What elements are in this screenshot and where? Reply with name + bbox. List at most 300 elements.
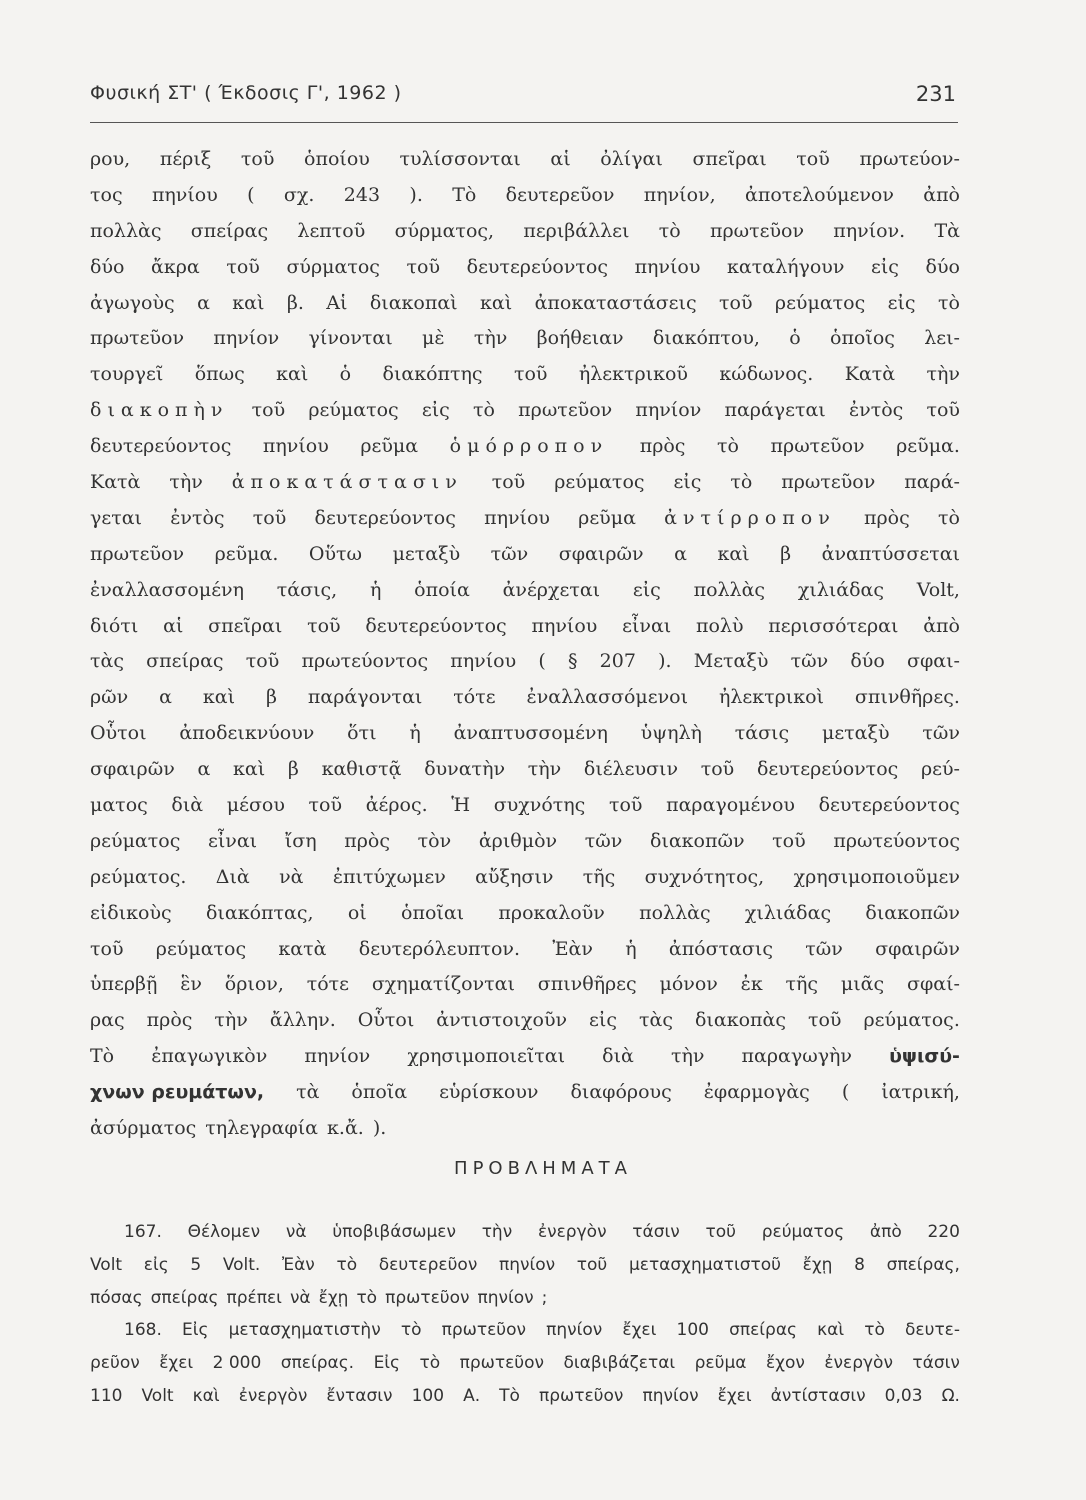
word: εἰς (632, 578, 661, 601)
text-line (90, 286, 960, 322)
word: τὸν (417, 829, 452, 852)
word: λεπτοῦ (297, 219, 366, 242)
word: δευτε- (905, 1320, 960, 1341)
word: διακόπτου, (652, 327, 760, 350)
word: πρὸς (146, 1009, 193, 1032)
word: χιλιάδας (797, 578, 885, 601)
word: πρέπει (226, 1287, 282, 1308)
word: πρωτεῦον (441, 1320, 527, 1341)
word: Κατὰ (90, 471, 141, 494)
word: νὰ (285, 1222, 307, 1242)
word: χρησιμοποιοῦμεν (793, 865, 960, 888)
problem-line (124, 1216, 960, 1249)
word: χρησιμοποιεῖται (407, 1045, 566, 1068)
word: τοῦ (240, 148, 275, 170)
word: ἀριθμὸν (478, 829, 558, 852)
word: σπεῖραι (208, 614, 283, 637)
word: εὑρίσκουν (439, 1081, 539, 1104)
word: τῶν (805, 937, 843, 960)
word: Αἱ (326, 291, 348, 314)
word: εἰς (673, 471, 702, 494)
word: τὴν (527, 758, 562, 781)
word: πηνίον (635, 399, 702, 422)
word: κώδωνος. (719, 363, 814, 386)
word: καὶ (233, 758, 266, 781)
word: σφαιρῶν (90, 758, 175, 781)
word: ρεύματος (308, 399, 399, 422)
word: τοῦ (926, 399, 960, 422)
word: ἐφαρμογὰς (703, 1081, 810, 1104)
word: Volt. (222, 1254, 261, 1275)
word: Volt, (916, 578, 960, 601)
word: Volt (90, 1254, 123, 1275)
word: ρεύματος. (863, 1009, 960, 1032)
word: πολὺ (696, 614, 744, 637)
word: β. (286, 291, 304, 314)
word: δευτερεύοντος (756, 758, 899, 781)
word: διέλευσιν (583, 758, 679, 781)
word: ρεύματος (155, 937, 247, 960)
word: σπινθῆρες. (854, 686, 960, 709)
word: ὁ (339, 363, 352, 386)
body-text (90, 142, 960, 1147)
text-line (90, 644, 960, 680)
word: συχνότης (493, 794, 586, 817)
word: ἐνεργὸν (824, 1353, 893, 1374)
word: Τὸ (90, 1045, 115, 1068)
page-header (90, 74, 958, 123)
word: διὰ (602, 1045, 634, 1068)
word: πηνίου (262, 435, 329, 458)
problem-number: 168. (124, 1320, 162, 1341)
word: σπείρας. (280, 1353, 355, 1374)
word: καὶ (817, 1320, 845, 1341)
word: ). (372, 1117, 387, 1140)
word: σπείρας (150, 1287, 219, 1308)
word: αἱ (550, 148, 571, 170)
word: Κατὰ (844, 363, 896, 386)
word: Ω. (941, 1385, 960, 1406)
word: πρωτεῦον (781, 471, 876, 494)
word: μόνον (659, 973, 718, 996)
word: ἀπὸ (923, 183, 960, 206)
word: ἴση (284, 829, 317, 852)
word: ἓν (180, 973, 202, 996)
word: σφαί- (906, 973, 960, 996)
word: κ.ἄ. (327, 1117, 364, 1140)
word: παράγεται (724, 399, 826, 422)
word: ὁποία (414, 578, 470, 601)
word: Volt (141, 1385, 174, 1406)
word: σπείρας, (886, 1254, 960, 1275)
text-line (90, 932, 960, 968)
word: Ἡ (451, 794, 471, 817)
word: τὸ (419, 1353, 441, 1374)
word: ὅριον, (224, 973, 284, 996)
emphasized-word: ἀποκατάστασιν (231, 471, 463, 494)
word: μεταξὺ (821, 722, 890, 745)
word: σφαι- (906, 650, 960, 673)
word: περιβάλλει (523, 219, 630, 242)
word: Εἰς (181, 1320, 209, 1341)
word: τηλεγραφία (205, 1117, 319, 1140)
text-line (90, 321, 960, 357)
word: εἰς (589, 1009, 617, 1032)
problem-line (90, 1282, 960, 1315)
word: τὸ (356, 1287, 378, 1308)
word: πρωτεῦον (518, 399, 613, 422)
word: τοῦ (719, 291, 753, 314)
word: ὁποῖος (830, 327, 895, 350)
text-line (90, 752, 960, 788)
word: ὁποῖα (351, 1081, 408, 1104)
word: δευτερεύοντος (365, 614, 507, 637)
word: πηνίου (484, 506, 550, 529)
emphasized-word: ὁμόρροπον (449, 435, 609, 458)
word: τὰς (90, 650, 124, 673)
word: ( (247, 183, 255, 206)
word: μετασχηματιστὴν (228, 1320, 381, 1341)
word: πρωτεῦον (459, 1353, 545, 1374)
word: δυνατὴν (424, 758, 506, 781)
text-line (90, 860, 960, 896)
word: μιᾶς (840, 973, 885, 996)
page-number: 231 (915, 82, 956, 106)
word: παράγονται (307, 686, 423, 709)
word: πρωτεύοντος (833, 829, 960, 852)
word: πρωτεύοντος (301, 650, 429, 673)
word: Διὰ (215, 865, 250, 888)
word: ἀπὸ (869, 1222, 902, 1242)
word: εἶναι (208, 829, 258, 852)
word: ; (541, 1287, 548, 1308)
word: εἶναι (622, 614, 672, 637)
word: εἰς (871, 255, 899, 278)
word: τοῦ (252, 506, 287, 529)
word: ἔχον (765, 1353, 805, 1374)
word: διακοπὰς (694, 1009, 786, 1032)
word: τάσις (734, 722, 790, 745)
word: τῶν (584, 829, 623, 852)
word: ἔχῃ (802, 1254, 833, 1275)
word: ἐπαγωγικὸν (151, 1045, 268, 1068)
word: ρεῦμα (578, 506, 636, 529)
word: Ἐὰν (552, 937, 593, 960)
word: πηνίου (450, 650, 517, 673)
word: ἀνέρχεται (502, 578, 601, 601)
word: τῆς (582, 865, 616, 888)
word: τοῦ (796, 148, 830, 170)
emphasized-word: ἀντίρροπον (664, 506, 836, 529)
word: πηνίον. (833, 219, 906, 242)
word: σπείρας (146, 650, 224, 673)
word: α (674, 542, 687, 565)
word: τὸ (937, 291, 960, 314)
word: Τὰ (934, 219, 960, 242)
word: τὴν (670, 1045, 705, 1068)
word: καὶ (480, 291, 513, 314)
word: εἰς (421, 399, 450, 422)
word: διαφόρους (570, 1081, 672, 1104)
word: ἔχει (159, 1353, 194, 1374)
word: τὴν (214, 1009, 248, 1032)
word: τὸ (400, 1320, 422, 1341)
word: πρωτεῦον (385, 1287, 470, 1308)
word: πρὸς (344, 829, 390, 852)
word: β (287, 758, 299, 781)
word: Οὗτοι (357, 1009, 415, 1032)
text-line (90, 680, 960, 716)
word: ἔχει (622, 1320, 657, 1341)
word: τοῦ (491, 471, 526, 494)
text-line (90, 214, 960, 250)
word: πρὸς (863, 506, 910, 529)
word: σπείρας (729, 1320, 798, 1341)
word: ἀποτελούμενον (745, 183, 894, 206)
word: ἔχῃ (318, 1287, 349, 1308)
word: ἀντιστοιχοῦν (436, 1009, 568, 1032)
word: Εἰς (373, 1353, 401, 1374)
word: 0,03 (884, 1385, 923, 1406)
text-line (90, 967, 960, 1003)
text-line (90, 393, 960, 429)
word: τάσις, (276, 578, 338, 601)
word: Τὸ (499, 1385, 520, 1406)
word: ἐναλλασσόμενοι (526, 686, 689, 709)
word: σπινθῆρες (537, 973, 637, 996)
word: ρεύματος (761, 1222, 845, 1242)
word: ( (841, 1081, 850, 1104)
word: ρεύματος. (90, 865, 187, 888)
word: πηνίου (151, 183, 218, 206)
word: 243 (343, 183, 381, 206)
word: ). (409, 183, 423, 206)
word: ἀντίστασιν (770, 1385, 866, 1406)
word: δευτερεύοντος (314, 506, 456, 529)
word: ἀναπτυσσομένη (453, 722, 608, 745)
word: ἀέρος. (365, 794, 428, 817)
word: τοῦ (608, 794, 643, 817)
word: ἐντὸς (848, 399, 904, 422)
word: τοῦ (772, 829, 806, 852)
word: μὲ (422, 327, 445, 350)
word: τὸ (730, 471, 753, 494)
word: προκαλοῦν (498, 901, 605, 924)
word: διακόπτας, (205, 901, 314, 924)
word: Θέλομεν (187, 1222, 261, 1242)
word: καὶ (232, 291, 265, 314)
word: σφαιρῶν (558, 542, 644, 565)
word: ἐνεργὸν (238, 1385, 308, 1406)
word: εἰς (887, 291, 916, 314)
word: ὑπερβῇ (90, 973, 158, 996)
word: διαβιβάζεται (563, 1353, 676, 1374)
word: διακόπτης (382, 363, 483, 386)
word: συχνότητος, (644, 865, 765, 888)
word: ἔχει (717, 1385, 752, 1406)
book-title: Φυσική ΣΤ' ( Έκδοσις Γ', 1962 ) (90, 82, 402, 104)
text-line (90, 465, 960, 501)
word: α (159, 686, 172, 709)
word: τοῦ (226, 255, 260, 278)
problem-line (90, 1249, 960, 1282)
word: πρωτεῦον (90, 542, 185, 565)
text-line (90, 1075, 960, 1111)
text-line (90, 573, 960, 609)
text-line (90, 1111, 960, 1147)
word: δευτερόλευπτον. (358, 937, 521, 960)
word: δευτερεύοντος (818, 794, 960, 817)
word: Α. (463, 1385, 481, 1406)
word: ρῶν (90, 686, 129, 709)
word: πρωτεῦον (90, 327, 185, 350)
word: μέσου (226, 794, 285, 817)
word: ἐκ (740, 973, 763, 996)
bold-term: χνων ρευμάτων, (90, 1081, 265, 1104)
word: Οὕτω (308, 542, 363, 565)
text-line (90, 788, 960, 824)
word: ὑποβιβάσωμεν (332, 1222, 456, 1242)
word: πόσας (90, 1287, 143, 1308)
word: 110 (90, 1385, 123, 1406)
word: ρεύματος (554, 471, 645, 494)
word: ). (658, 650, 672, 673)
word: καταλήγουν (727, 255, 845, 278)
word: πρὸς (639, 435, 686, 458)
word: 100 (676, 1320, 709, 1341)
word: 8 (854, 1254, 865, 1275)
word: τὰ (296, 1081, 320, 1104)
problem-line (90, 1380, 960, 1413)
word: πρωτεῦον (770, 435, 865, 458)
word: καθιστᾷ (321, 758, 402, 781)
word: περισσότεραι (768, 614, 899, 637)
word: ἐντὸς (170, 506, 225, 529)
word: ἡ (409, 722, 421, 745)
text-line (90, 357, 960, 393)
word: 220 (927, 1222, 960, 1242)
word: καὶ (192, 1385, 220, 1406)
word: γίνονται (308, 327, 393, 350)
word: παραγωγὴν (741, 1045, 852, 1068)
word: τὸ (937, 506, 960, 529)
word: τὸ (864, 1320, 885, 1341)
word: ἐναλλασσομένη (90, 578, 244, 601)
word: δευτερεύοντος (90, 435, 232, 458)
problems-heading: ΠΡΟΒΛΗΜΑΤΑ (454, 1158, 632, 1179)
word: λει- (924, 327, 960, 350)
word: τοῦ (308, 794, 343, 817)
word: τῶν (790, 650, 829, 673)
word: πρωτεῦον (539, 1385, 624, 1406)
word: διότι (90, 614, 139, 637)
word: 5 (190, 1254, 202, 1275)
word: Μεταξὺ (693, 650, 769, 673)
word: τος (90, 183, 123, 206)
word: ρου, (90, 148, 131, 170)
word: ἀπόστασις (668, 937, 773, 960)
word: πολλὰς (90, 219, 162, 242)
word: ἠλεκτρικοῦ (578, 363, 688, 386)
word: τῶν (490, 542, 529, 565)
word: τὰς (638, 1009, 673, 1032)
word: ἰατρική, (881, 1081, 960, 1104)
word: τὸ (658, 219, 681, 242)
word: κατὰ (278, 937, 327, 960)
text-line (90, 716, 960, 752)
word: ἄκρα (151, 255, 200, 278)
word: τοῦ (705, 1222, 736, 1242)
word: ἀναπτύσσεται (821, 542, 960, 565)
word: τότε (306, 973, 350, 996)
word: α (197, 291, 210, 314)
word: παραγομένου (666, 794, 795, 817)
word: τυλίσσονται (399, 148, 521, 170)
word: δύο (925, 255, 960, 278)
word: διακοπῶν (865, 901, 960, 924)
word: ὅτι (347, 722, 377, 745)
word: σφαιρῶν (875, 937, 960, 960)
text-line (90, 501, 960, 537)
word: δύο (90, 255, 125, 278)
word: ρεῦμα (694, 1353, 747, 1374)
word: τοῦ (700, 758, 735, 781)
word: αὔξησιν (475, 865, 554, 888)
word: σπεῖραι (692, 148, 767, 170)
word: ρεύ- (920, 758, 960, 781)
word: τοῦ (513, 363, 548, 386)
word: δύο (850, 650, 885, 673)
word: τῶν (922, 722, 960, 745)
word: καὶ (276, 363, 309, 386)
word: τοῦ (576, 1254, 608, 1275)
word: ἔντασιν (326, 1385, 393, 1406)
word: γεται (90, 506, 142, 529)
problem-line (124, 1314, 960, 1347)
word: βοήθειαν (536, 327, 624, 350)
word: τοῦ (251, 399, 286, 422)
word: τάσιν (632, 1222, 680, 1242)
word: πρωτεύον- (859, 148, 960, 170)
word: νὰ (279, 865, 304, 888)
word: σύρματος, (394, 219, 495, 242)
word: οἱ (347, 901, 367, 924)
word: πηνίον (546, 1320, 603, 1341)
word: τὴν (473, 327, 508, 350)
word: πηνίου (634, 255, 701, 278)
word: παρά- (904, 471, 960, 494)
word: ρεῦμα (360, 435, 419, 458)
text-line (90, 824, 960, 860)
word: ὁποίου (304, 148, 370, 170)
word: ἐπιτύχωμεν (332, 865, 446, 888)
word: β (265, 686, 277, 709)
word: τὴν (169, 471, 203, 494)
word: ρεύματος (90, 829, 181, 852)
word: σύρματος (286, 255, 380, 278)
word: ἀσύρματος (90, 1117, 197, 1140)
word: τοῦ (807, 1009, 842, 1032)
word: διακοπῶν (649, 829, 745, 852)
word: πέριξ (159, 148, 212, 170)
word: ρεῦμα. (214, 542, 279, 565)
word: τοῦ (245, 650, 280, 673)
word: ὁ (789, 327, 801, 350)
word: ματος (90, 794, 148, 817)
word: § (567, 650, 578, 673)
emphasized-word: διακοπὴν (90, 399, 229, 422)
word: ἡ (369, 578, 382, 601)
